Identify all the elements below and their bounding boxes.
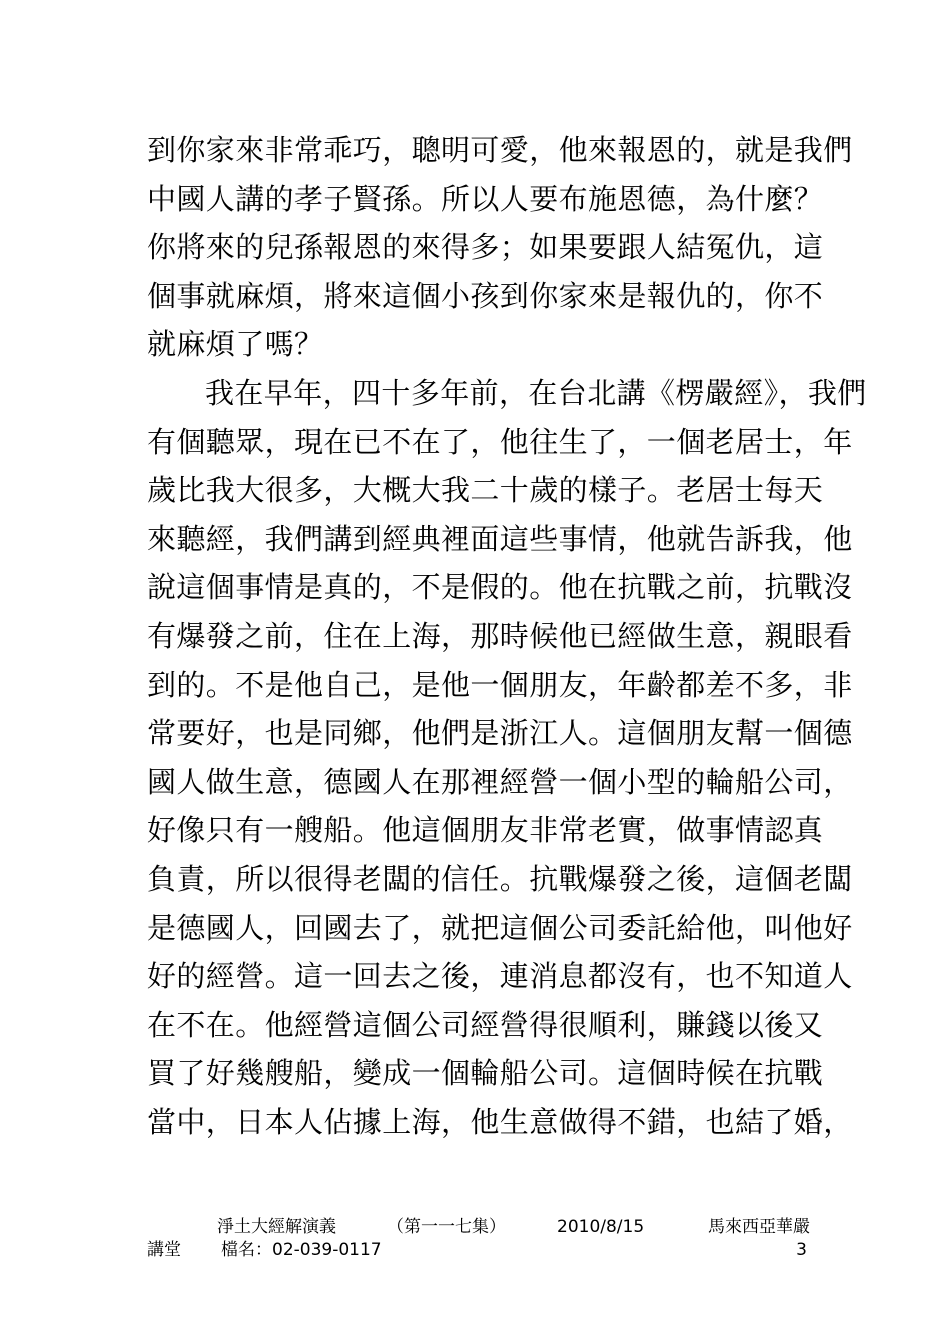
footer-file-name: 檔名：02-039-0117 xyxy=(221,1240,382,1260)
paragraph xyxy=(147,126,853,369)
text-line: 來聽經，我們講到經典裡面這些事情，他就告訴我，他 xyxy=(147,521,853,556)
text-line: 常要好，也是同鄉，他們是浙江人。這個朋友幫一個德 xyxy=(147,716,853,751)
text-line: 在不在。他經營這個公司經營得很順利，賺錢以後又 xyxy=(147,1007,824,1042)
page-number: 3 xyxy=(796,1240,807,1260)
text-line: 國人做生意，德國人在那裡經營一個小型的輪船公司， xyxy=(147,764,853,799)
text-line: 負責，所以很得老闆的信任。抗戰爆發之後，這個老闆 xyxy=(147,861,853,896)
footer-row-1 xyxy=(147,1216,815,1239)
text-line: 有個聽眾，現在已不在了，他往生了，一個老居士，年 xyxy=(147,424,853,459)
text-line: 買了好幾艘船，變成一個輪船公司。這個時候在抗戰 xyxy=(147,1056,824,1091)
footer-row-2 xyxy=(147,1239,815,1262)
text-line: 到的。不是他自己，是他一個朋友，年齡都差不多，非 xyxy=(147,667,853,702)
text-line: 個事就麻煩，將來這個小孩到你家來是報仇的，你不 xyxy=(147,278,824,313)
footer-episode: （第一一七集） xyxy=(387,1217,506,1237)
footer-title: 淨土大經解演義 xyxy=(217,1217,336,1237)
text-line: 當中，日本人佔據上海，他生意做得不錯，也結了婚， xyxy=(147,1104,853,1139)
text-line: 中國人講的孝子賢孫。所以人要布施恩德，為什麼？ xyxy=(147,181,824,216)
text-line: 好的經營。這一回去之後，連消息都沒有，也不知道人 xyxy=(147,959,853,994)
footer-venue: 馬來西亞華嚴 xyxy=(708,1217,810,1237)
footer-venue-continued: 講堂 xyxy=(147,1240,181,1260)
text-line: 就麻煩了嗎？ xyxy=(147,327,324,362)
text-line: 歲比我大很多，大概大我二十歲的樣子。老居士每天 xyxy=(147,473,824,508)
text-line: 我在早年，四十多年前，在台北講《楞嚴經》，我們 xyxy=(205,375,867,410)
page-footer xyxy=(147,1216,815,1262)
text-line: 是德國人，回國去了，就把這個公司委託給他，叫他好 xyxy=(147,910,853,945)
text-line: 到你家來非常乖巧，聰明可愛，他來報恩的，就是我們 xyxy=(147,133,853,167)
footer-date: 2010/8/15 xyxy=(557,1217,645,1237)
body-text xyxy=(147,126,867,1146)
paragraph xyxy=(147,369,867,1147)
text-line: 你將來的兒孫報恩的來得多；如果要跟人結冤仇，這 xyxy=(147,230,824,265)
text-line: 好像只有一艘船。他這個朋友非常老實，做事情認真 xyxy=(147,813,824,848)
text-line: 有爆發之前，住在上海，那時候他已經做生意，親眼看 xyxy=(147,618,853,653)
text-line: 說這個事情是真的，不是假的。他在抗戰之前，抗戰沒 xyxy=(147,570,853,605)
